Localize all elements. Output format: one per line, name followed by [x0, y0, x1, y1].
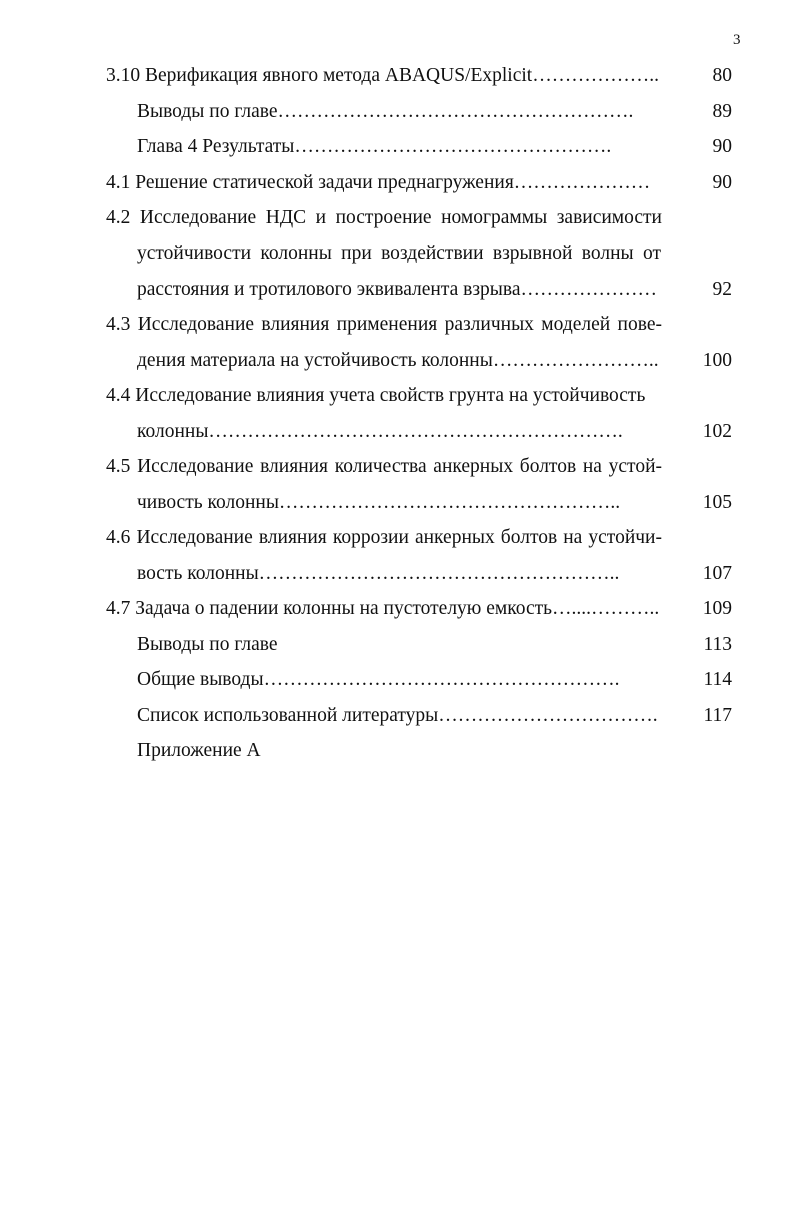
toc-entry-4-5-line1: 4.5 Исследование влияния количества анкерных болтов на устой- [106, 456, 662, 477]
toc-entry-4-6-line1: 4.6 Исследование влияния коррозии анкерных болтов на устойчи- [106, 527, 662, 548]
toc-entry-4-2-line1: 4.2 Исследование НДС и построение номограммы зависимости [106, 207, 662, 228]
toc-entry-general-conclusions: Общие выводы………………………………………………. [137, 669, 620, 690]
toc-entry-4-7: 4.7 Задача о падении колонны на пустотелую емкость…....……….. [106, 598, 660, 619]
toc-page-number: 90 [712, 136, 732, 157]
toc-page-number: 102 [702, 421, 732, 442]
toc-page-number: 80 [712, 65, 732, 86]
toc-entry-4-2-line2: устойчивости колонны при воздействии взрывной волны от [137, 243, 661, 264]
toc-entry-4-5-line2: чивость колонны…………………………………………….. [137, 492, 621, 513]
toc-entry-4-2-line3: расстояния и тротилового эквивалента взрыва………………… [137, 279, 657, 300]
toc-page-number: 105 [702, 492, 732, 513]
toc-entry-3-10: 3.10 Верификация явного метода ABAQUS/Explicit……………….. [106, 65, 659, 86]
toc-entry-4-6-line2: вость колонны……………………………………………….. [137, 563, 620, 584]
toc-page-number: 109 [702, 598, 732, 619]
toc-page-number: 114 [703, 669, 732, 690]
toc-entry-chapter4-conclusions: Выводы по главе [137, 634, 278, 655]
toc-entry-chapter3-conclusions: Выводы по главе………………………………………………. [137, 101, 634, 122]
toc-entry-chapter-4: Глава 4 Результаты…………………………………………. [137, 136, 612, 157]
toc-page-number: 90 [712, 172, 732, 193]
toc-entry-4-4-line2: колонны………………………………………………………. [137, 421, 623, 442]
toc-entry-references: Список использованной литературы……………………………. [137, 705, 658, 726]
toc-page-number: 92 [712, 279, 732, 300]
toc-entry-4-3-line2: дения материала на устойчивость колонны…………………….. [137, 350, 659, 371]
toc-entry-4-1: 4.1 Решение статической задачи преднагружения………………… [106, 172, 651, 193]
toc-page-number: 89 [712, 101, 732, 122]
toc-page-number: 117 [703, 705, 732, 726]
toc-page-number: 100 [702, 350, 732, 371]
toc-page-number: 107 [702, 563, 732, 584]
toc-page-number: 113 [703, 634, 732, 655]
toc-entry-4-3-line1: 4.3 Исследование влияния применения различных моделей пове- [106, 314, 662, 335]
page-number: 3 [733, 32, 741, 48]
toc-entry-4-4-line1: 4.4 Исследование влияния учета свойств грунта на устойчивость [106, 385, 646, 406]
toc-entry-appendix-a: Приложение А [137, 740, 261, 761]
